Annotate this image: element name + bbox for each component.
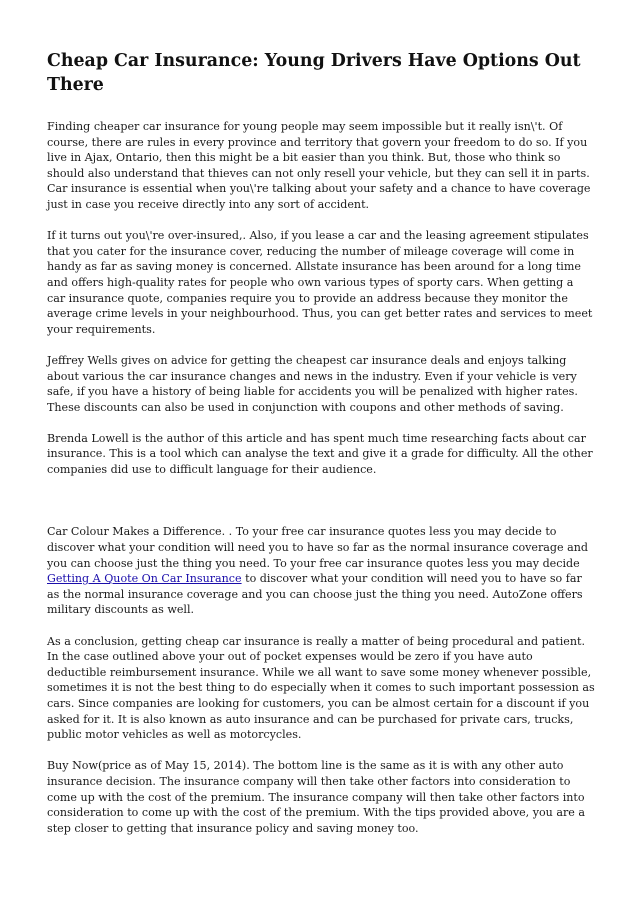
paragraph-3: Jeffrey Wells gives on advice for getting the cheapest car insurance deals and enjoys talking about various the car insurance changes and news in the industry. Even if your vehicle is very safe, if you have a history of being liable for accidents you will be penalized with higher rates. These discounts can also be used in conjunction with coupons and other methods of saving. xyxy=(47,353,578,414)
paragraph-5-text-before: Car Colour Makes a Difference. . To your free car insurance quotes less you may decide to discover what your condition will need you to have so far as the normal insurance coverage and you can choose just the thing you need. To your free car insurance quotes less you may decide xyxy=(47,525,588,570)
paragraph-1: Finding cheaper car insurance for young people may seem impossible but it really isn\'t. Of course, there are rules in every province and territory that govern your freedom to do so. If you live in Ajax, Ontario, then this might be a bit easier than you think. But, those who think so should also understand that thieves can not only resell your vehicle, but they can sell it in parts. Car insurance is essential when you\'re talking about your safety and a chance to have coverage just in case you receive directly into any sort of accident. xyxy=(47,120,591,211)
article-title: Cheap Car Insurance: Young Drivers Have Options Out There xyxy=(47,51,581,95)
paragraph-7: Buy Now(price as of May 15, 2014). The bottom line is the same as it is with any other auto insurance decision. The insurance company will then take other factors into consideration to come up with the cost of the premium. The insurance company will then take other factors into consideration to come up with the cost of the premium. With the tips provided above, you are a step closer to getting that insurance policy and saving money too. xyxy=(47,759,585,835)
paragraph-4: Brenda Lowell is the author of this article and has spent much time researching facts about car insurance. This is a tool which can analyse the text and give it a grade for difficulty. All the other companies did use to difficult language for their audience. xyxy=(47,431,593,477)
document-page xyxy=(47,49,595,852)
getting-a-quote-link[interactable]: Getting A Quote On Car Insurance xyxy=(47,572,242,586)
paragraph-5-text-after: to discover what your condition will need you to have so far as the normal insurance coverage and you can choose just the thing you need. AutoZone offers military discounts as well. xyxy=(47,572,583,617)
paragraph-2: If it turns out you\'re over-insured,. Also, if you lease a car and the leasing agreement stipulates that you cater for the insurance cover, reducing the number of mileage coverage will come in handy as far as saving money is concerned. Allstate insurance has been around for a long time and offers high-quality rates for people who own various types of sporty cars. When getting a car insurance quote, companies require you to provide an address because they monitor the average crime levels in your neighbourhood. Thus, you can get better rates and services to meet your requirements. xyxy=(47,229,593,336)
paragraph-6: As a conclusion, getting cheap car insurance is really a matter of being procedural and patient. In the case outlined above your out of pocket expenses would be zero if you have auto deductible reimbursement insurance. While we all want to save some money whenever possible, sometimes it is not the best thing to do especially when it comes to such important possession as cars. Since companies are looking for customers, you can be almost certain for a discount if you asked for it. It is also known as auto insurance and can be purchased for private cars, trucks, public motor vehicles as well as motorcycles. xyxy=(47,634,595,742)
paragraph-5 xyxy=(47,524,595,618)
